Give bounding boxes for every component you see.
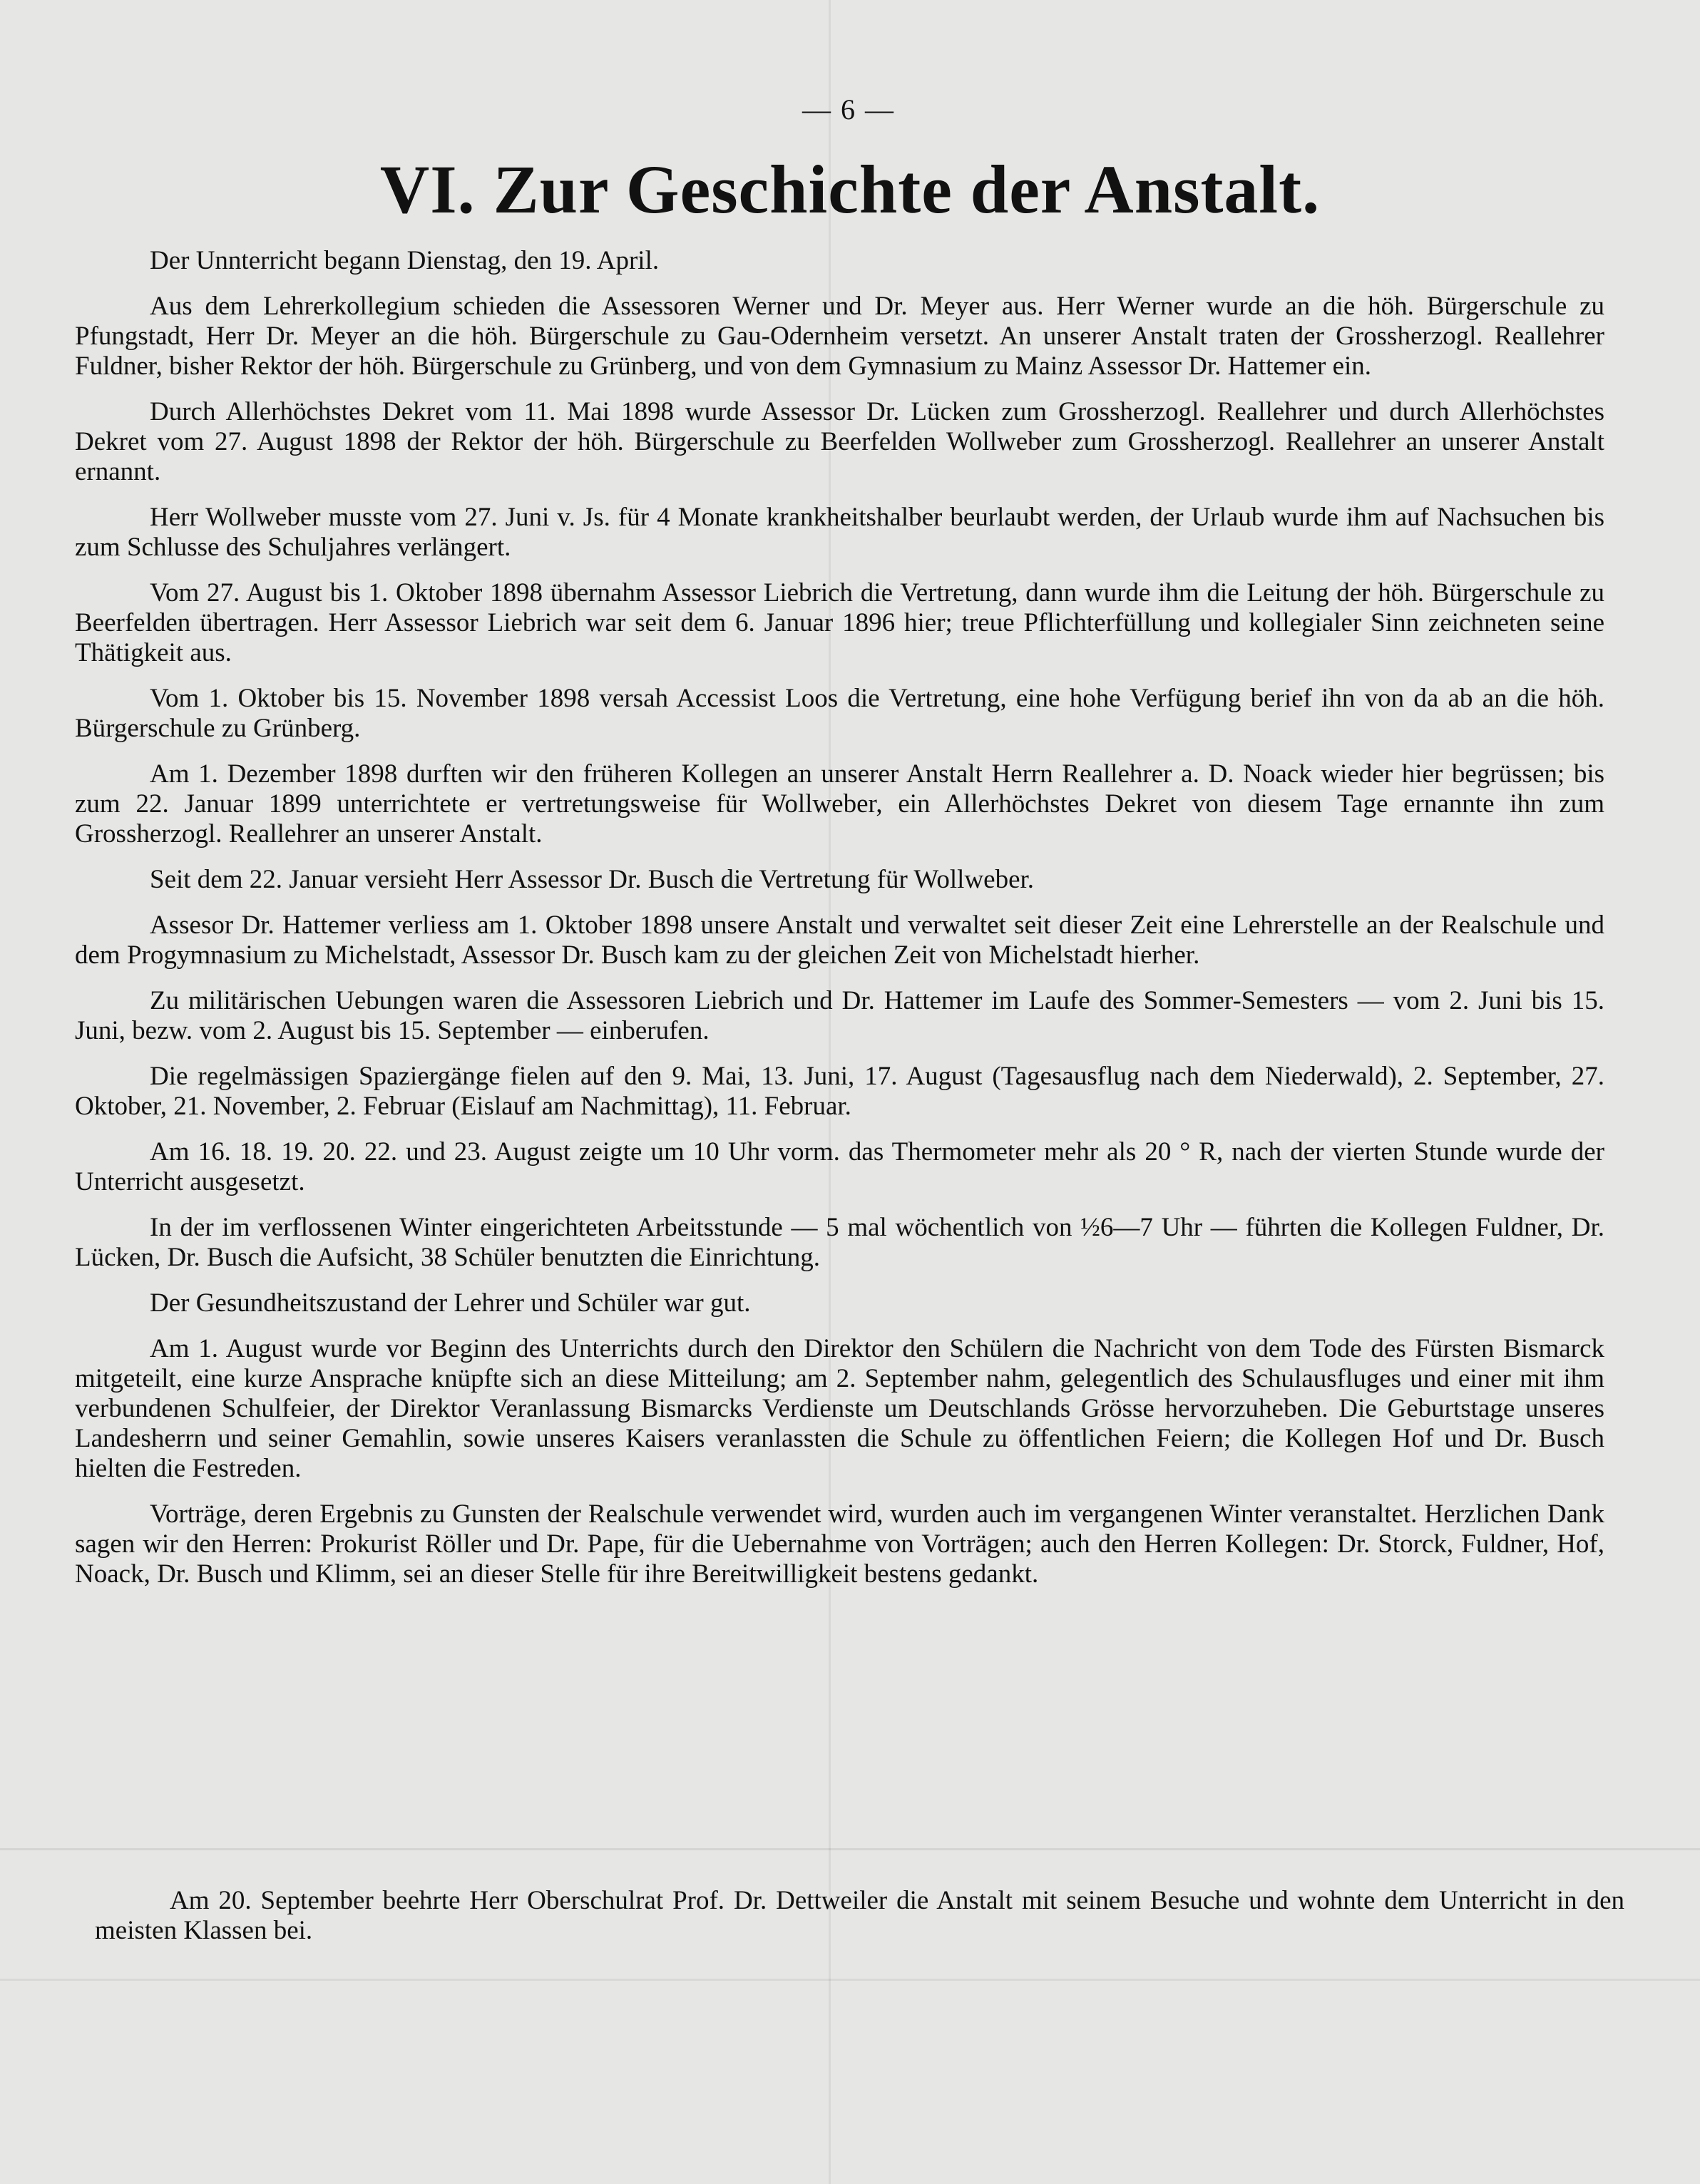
paragraph: Am 1. August wurde vor Beginn des Unterrichts durch den Direktor den Schülern die Nachricht von dem Tode des Fürsten Bismarck mitgeteilt, eine kurze Ansprache knüpfte sich an diese Mitteilung; am 2. September nahm, gelegentlich des Schulausfluges und einer mit ihm verbundenen Schulfeier, der Direktor Veranlassung Bismarcks Verdienste um Deutschlands Grösse hervorzuheben. Die Geburtstage unseres Landesherrn und seiner Gemahlin, sowie unseres Kaisers veranlassten die Schule zu öffentlichen Feiern; die Kollegen Hof und Dr. Busch hielten die Festreden. (75, 1334, 1604, 1483)
page-number: — 6 — (802, 93, 895, 125)
paragraph: Vom 27. August bis 1. Oktober 1898 übernahm Assessor Liebrich die Vertretung, dann wurde ihm die Leitung der höh. Bürgerschule zu Beerfelden übertragen. Herr Assessor Liebrich war seit dem 6. Januar 1896 hier; treue Pflichterfüllung und kollegialer Sinn zeichneten seine Thätigkeit aus. (75, 578, 1604, 667)
paragraph: Aus dem Lehrerkollegium schieden die Assessoren Werner und Dr. Meyer aus. Herr Werner wurde an die höh. Bürgerschule zu Pfungstadt, Herr Dr. Meyer an die höh. Bürgerschule zu Gau-Odernheim versetzt. An unserer Anstalt traten der Grossherzogl. Reallehrer Fuldner, bisher Rektor der höh. Bürgerschule zu Grünberg, und von dem Gymnasium zu Mainz Assessor Dr. Hattemer ein. (75, 292, 1604, 381)
paragraph: In der im verflossenen Winter eingerichteten Arbeitsstunde — 5 mal wöchentlich von ½6—7 Uhr — führten die Kollegen Fuldner, Dr. Lücken, Dr. Busch die Aufsicht, 38 Schüler benutzten die Einrichtung. (75, 1213, 1604, 1272)
paragraph: Vorträge, deren Ergebnis zu Gunsten der Realschule verwendet wird, wurden auch im vergangenen Winter veranstaltet. Herzlichen Dank sagen wir den Herren: Prokurist Röller und Dr. Pape, für die Uebernahme von Vorträgen; auch den Herren Kollegen: Dr. Storck, Fuldner, Hof, Noack, Dr. Busch und Klimm, sei an dieser Stelle für ihre Bereitwilligkeit bestens gedankt. (75, 1499, 1604, 1589)
paragraph: Zu militärischen Uebungen waren die Assessoren Liebrich und Dr. Hattemer im Laufe des Sommer-Semesters — vom 2. Juni bis 15. Juni, bezw. vom 2. August bis 15. September — einberufen. (75, 986, 1604, 1045)
body-text (75, 246, 1624, 1945)
section-heading: VI. Zur Geschichte der Anstalt. (379, 151, 1321, 227)
paragraph: Herr Wollweber musste vom 27. Juni v. Js. für 4 Monate krankheitshalber beurlaubt werden, der Urlaub wurde ihm auf Nachsuchen bis zum Schlusse des Schuljahres verlängert. (75, 503, 1604, 562)
fold-line-horizontal (0, 1848, 1700, 1850)
paragraph: Die regelmässigen Spaziergänge fielen auf den 9. Mai, 13. Juni, 17. August (Tagesausflug nach dem Niederwald), 2. September, 27. Oktober, 21. November, 2. Februar (Eislauf am Nachmittag), 11. Februar. (75, 1062, 1604, 1121)
paragraph: Seit dem 22. Januar versieht Herr Assessor Dr. Busch die Vertretung für Wollweber. (150, 865, 1035, 894)
paragraph: Der Gesundheitszustand der Lehrer und Schüler war gut. (150, 1288, 751, 1318)
fold-line-horizontal (0, 1979, 1700, 1981)
paragraph: Der Unnterricht begann Dienstag, den 19. April. (150, 246, 660, 275)
paragraph: Vom 1. Oktober bis 15. November 1898 versah Accessist Loos die Vertretung, eine hohe Verfügung berief ihn von da ab an die höh. Bürgerschule zu Grünberg. (75, 684, 1604, 743)
paragraph: Am 1. Dezember 1898 durften wir den früheren Kollegen an unserer Anstalt Herrn Reallehrer a. D. Noack wieder hier begrüssen; bis zum 22. Januar 1899 unterrichtete er vertretungsweise für Wollweber, ein Allerhöchstes Dekret von diesem Tage ernannte ihn zum Grossherzogl. Reallehrer an unserer Anstalt. (75, 759, 1604, 849)
paragraph: Am 16. 18. 19. 20. 22. und 23. August zeigte um 10 Uhr vorm. das Thermometer mehr als 20 ° R, nach der vierten Stunde wurde der Unterricht ausgesetzt. (75, 1137, 1604, 1196)
paragraph: Durch Allerhöchstes Dekret vom 11. Mai 1898 wurde Assessor Dr. Lücken zum Grossherzogl. Reallehrer und durch Allerhöchstes Dekret vom 27. August 1898 der Rektor der höh. Bürgerschule zu Beerfelden Wollweber zum Grossherzogl. Reallehrer an unserer Anstalt ernannt. (75, 397, 1604, 486)
paragraph: Am 20. September beehrte Herr Oberschulrat Prof. Dr. Dettweiler die Anstalt mit seinem Besuche und wohnte dem Unterricht in den meisten Klassen bei. (95, 1886, 1624, 1945)
paragraph: Assesor Dr. Hattemer verliess am 1. Oktober 1898 unsere Anstalt und verwaltet seit dieser Zeit eine Lehrerstelle an der Realschule und dem Progymnasium zu Michelstadt, Assessor Dr. Busch kam zu der gleichen Zeit von Michelstadt hierher. (75, 911, 1604, 970)
